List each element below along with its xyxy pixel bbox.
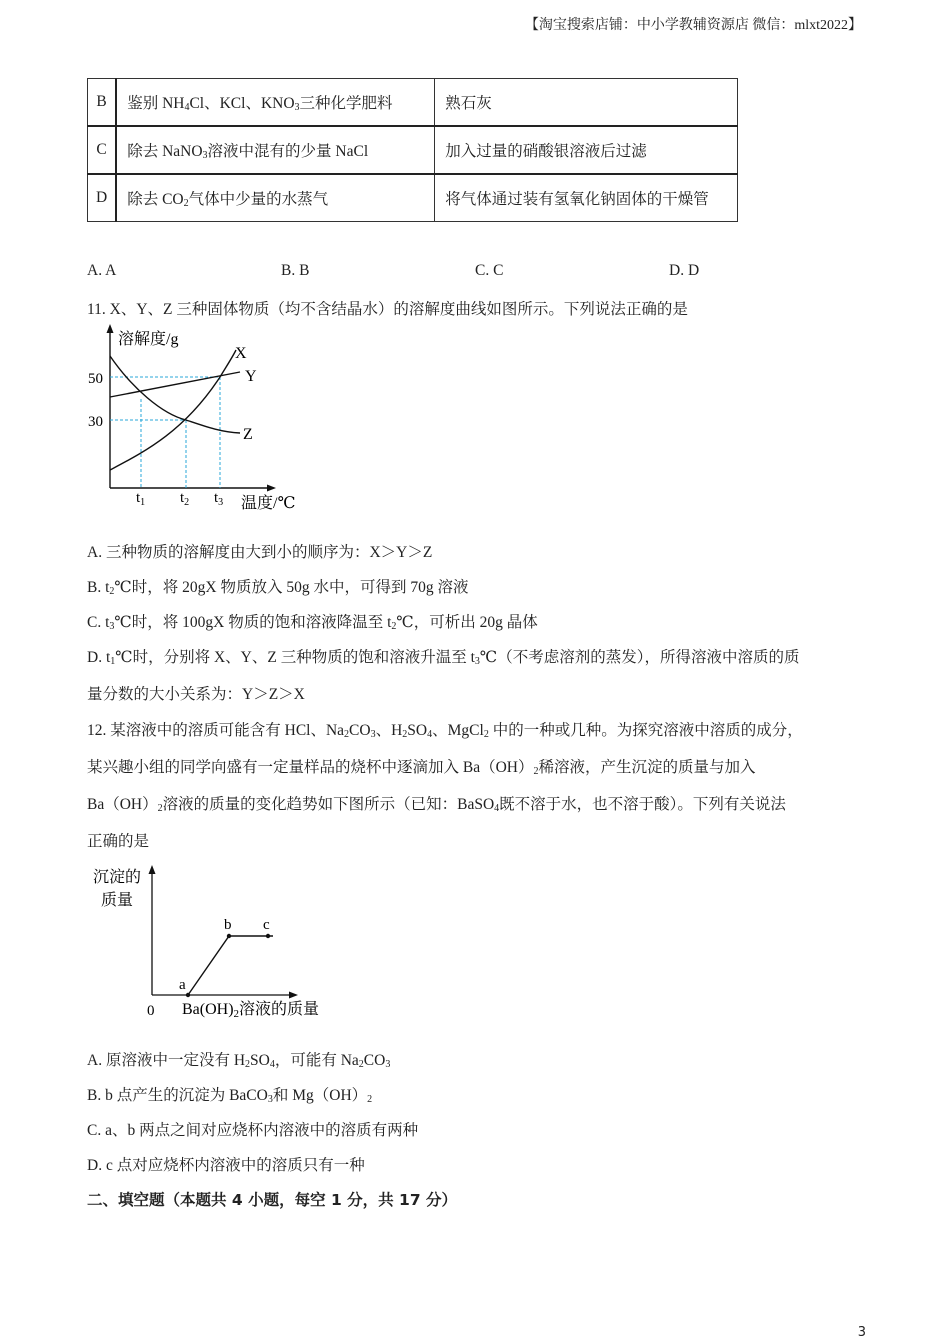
point-a: a xyxy=(179,977,186,993)
row-label: B xyxy=(88,79,117,127)
svg-text:t3: $t_3$ xyxy=(214,490,224,508)
section-title: 二、填空题（本题共 4 小题，每空 1 分，共 17 分） xyxy=(87,1191,458,1209)
q10-options-table xyxy=(87,78,738,222)
series-label-z: Z xyxy=(243,426,253,443)
q12-option-c: C. a、b 两点之间对应烧杯内溶液中的溶质有两种 xyxy=(87,1122,419,1139)
row-purpose: 除去 $CO_2$气体中少量的水蒸气 xyxy=(116,174,435,222)
y-tick-50: 50 xyxy=(88,371,103,387)
q12-stem-1: 12. 某溶液中的溶质可能含有 HCl、$Na_2CO_3$、$H_2SO_4$、MgCl$_2$ 中的一种或几种。为探究溶液中溶质的成分， xyxy=(87,722,803,740)
q12-stem-2: 某兴趣小组的同学向盛有一定量样品的烧杯中逐滴加入 $Ba(OH)_2$稀溶液，产生沉淀的质量与加入 xyxy=(87,759,756,777)
row-method: 加入过量的硝酸银溶液后过滤 xyxy=(435,126,738,174)
row-method: 熟石灰 xyxy=(435,79,738,127)
page-number: 3 xyxy=(857,1325,866,1340)
x-axis-label: 温度/℃ xyxy=(241,495,296,512)
q12-stem-3: $Ba(OH)_2$溶液的质量的变化趋势如下图所示（已知：BaSO$_4$既不溶于水，也不溶于酸）。下列有关说法 xyxy=(87,796,786,814)
header-watermark: 【淘宝搜索店铺：中小学教辅资源店 微信：mlxt2022】 xyxy=(524,18,862,33)
series-label-x: X xyxy=(235,345,247,362)
y-axis-label: 溶解度/g xyxy=(118,331,179,348)
q10-choice-d: D. D xyxy=(669,262,700,279)
origin-label: 0 xyxy=(147,1003,155,1019)
solubility-chart xyxy=(84,322,314,520)
q11-option-a: A. 三种物质的溶解度由大到小的顺序为：X＞Y＞Z xyxy=(87,544,433,561)
precipitate-chart xyxy=(88,862,348,1022)
point-b: b xyxy=(224,917,232,933)
row-purpose: 除去 NaNO$_3$溶液中混有的少量 NaCl xyxy=(116,126,435,174)
svg-text:t1: $t_1$ xyxy=(136,490,146,508)
svg-text:t2: $t_2$ xyxy=(180,490,190,508)
q10-choice-c: C. C xyxy=(475,262,504,279)
row-label: D xyxy=(88,174,117,222)
table-row xyxy=(88,126,738,174)
table-row xyxy=(88,174,738,222)
y-axis-label-2: 质量 xyxy=(101,892,134,909)
q12-option-a: A. 原溶液中一定没有 $H_2SO_4$，可能有 $Na_2CO_3$ xyxy=(87,1052,391,1070)
y-axis-label-1: 沉淀的 xyxy=(93,869,142,886)
q11-option-d: D. $t_1℃$时，分别将 X、Y、Z 三种物质的饱和溶液升温至 $t_3℃$（不考虑溶剂的蒸发），所得溶液中溶质的质 xyxy=(87,649,800,667)
q12-option-d: D. c 点对应烧杯内溶液中的溶质只有一种 xyxy=(87,1157,365,1174)
q11-option-c: C. $t_3℃$时，将 100gX 物质的饱和溶液降温至 $t_2℃$，可析出 20g 晶体 xyxy=(87,614,538,632)
row-label: C xyxy=(88,126,117,174)
series-label-y: Y xyxy=(245,368,257,385)
q10-choice-b: B. B xyxy=(281,262,310,279)
x-axis-label: Ba(OH)2溶液的质量 xyxy=(182,1001,320,1020)
q11-option-b: B. $t_2℃$时，将 20gX 物质放入 50g 水中，可得到 70g 溶液 xyxy=(87,579,469,597)
row-method: 将气体通过装有氢氧化钠固体的干燥管 xyxy=(435,174,738,222)
q12-stem-4: 正确的是 xyxy=(87,833,150,850)
q11-stem: 11. X、Y、Z 三种固体物质（均不含结晶水）的溶解度曲线如图所示。下列说法正确的是 xyxy=(87,301,688,318)
table-row xyxy=(88,79,738,127)
y-tick-30: 30 xyxy=(88,414,103,430)
q10-choice-a: A. A xyxy=(87,262,117,279)
point-c: c xyxy=(263,917,270,933)
q11-option-d-cont: 量分数的大小关系为：Y＞Z＞X xyxy=(87,686,305,703)
q12-option-b: B. b 点产生的沉淀为 BaCO$_3$和 $Mg(OH)_2$ xyxy=(87,1087,373,1105)
row-purpose: 鉴别 $NH_4Cl$、KCl、$KNO_3$三种化学肥料 xyxy=(116,79,435,127)
